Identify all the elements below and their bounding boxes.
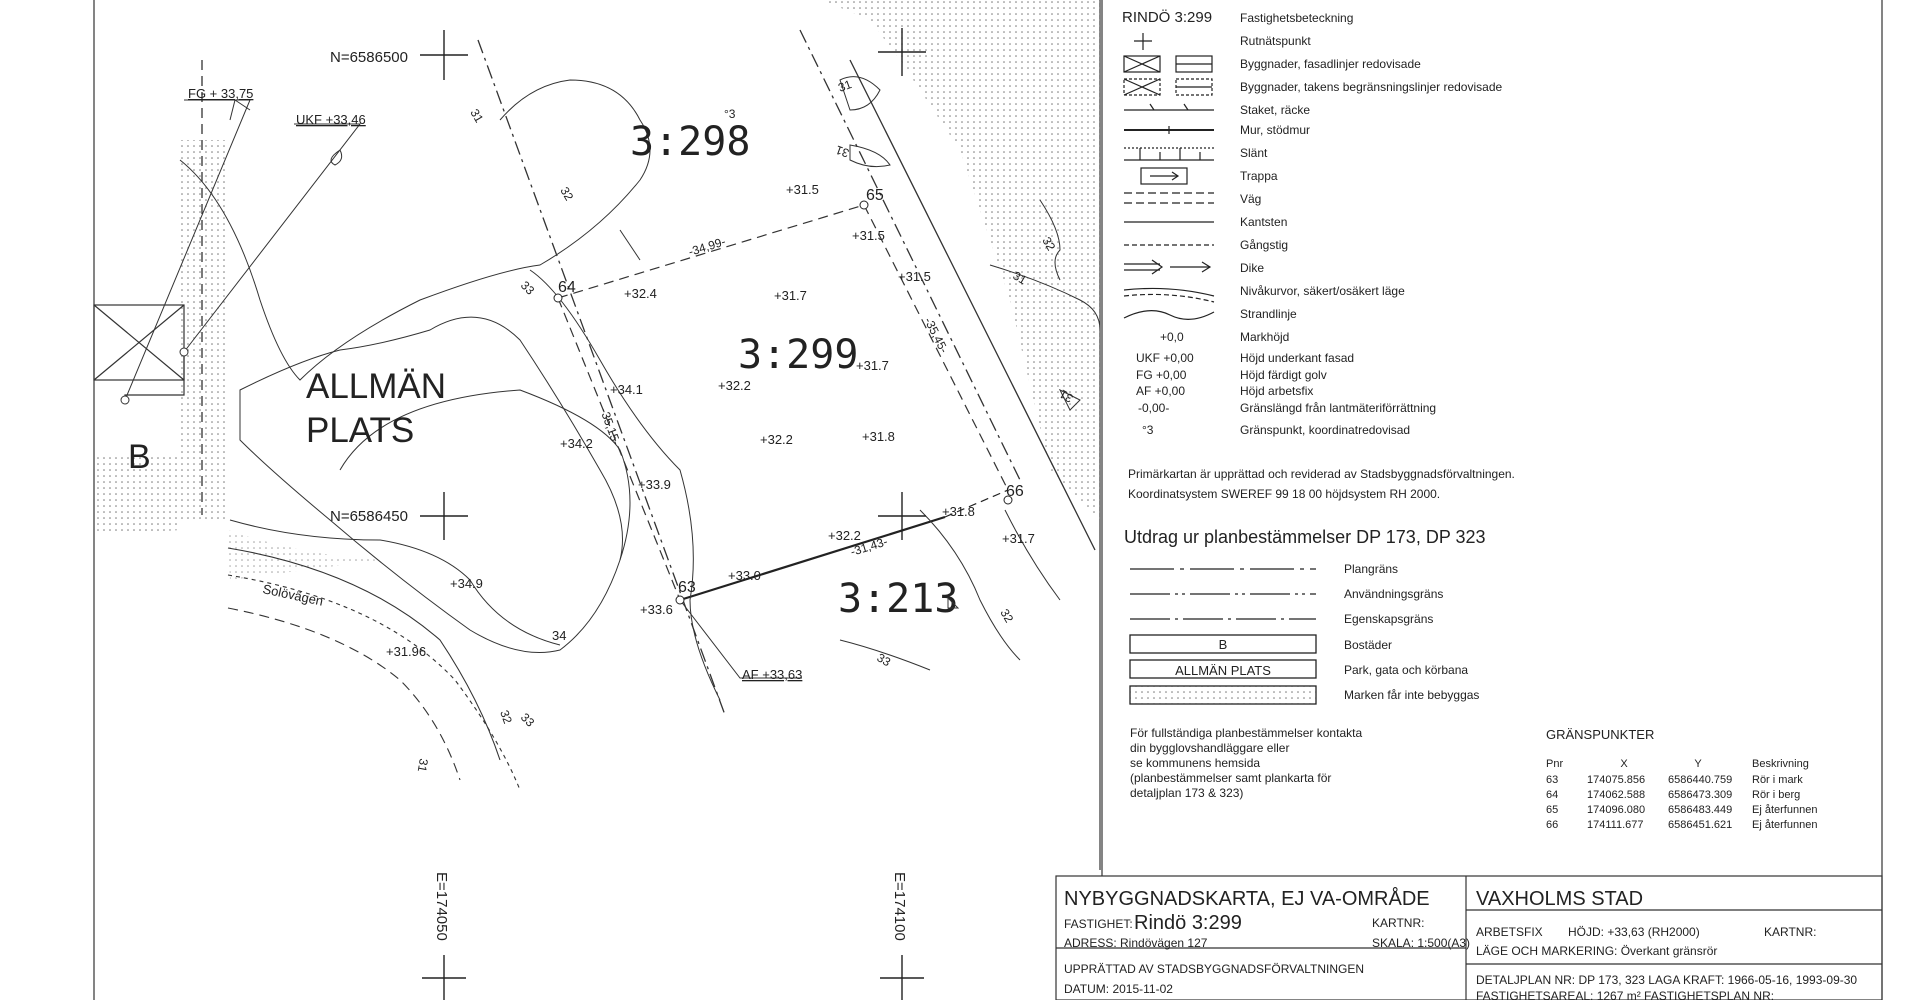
legend-symbol-contour <box>1124 294 1214 302</box>
spot-height: +32.2 <box>828 528 861 543</box>
legend-label: Gångstig <box>1240 238 1289 252</box>
plan-info-line: se kommunens hemsida <box>1130 756 1261 770</box>
table-row <box>1546 774 1803 786</box>
contour-label: 31 <box>414 757 431 774</box>
distance-label: -31,43- <box>848 534 890 559</box>
arbetsfix-height: HÖJD: +33,63 (RH2000) <box>1568 925 1700 939</box>
contour-label: 31 <box>467 106 487 126</box>
table-header: Beskrivning <box>1752 758 1809 770</box>
spot-height: +32.2 <box>760 432 793 447</box>
table-cell: 65 <box>1546 804 1559 816</box>
contour-label: 32 <box>997 606 1017 626</box>
distance-label: -35,15- <box>597 406 624 447</box>
area-label-plats: PLATS <box>306 411 415 450</box>
grid-label-n1: N=6586500 <box>330 49 408 66</box>
fg-point <box>121 396 129 404</box>
legend-label: Fastighetsbeteckning <box>1240 11 1354 25</box>
legend-symbols <box>1124 33 1214 319</box>
point-number-65: 65 <box>866 187 884 204</box>
kartnr-right: KARTNR: <box>1764 925 1817 939</box>
legend-symbol-fence <box>1150 104 1154 110</box>
spot-height: +31.5 <box>898 269 931 284</box>
grid-label-n2: N=6586450 <box>330 508 408 525</box>
contour-label: 33 <box>517 278 538 298</box>
zone-label-b: B <box>128 438 151 476</box>
legend-labels <box>1122 8 1515 501</box>
legend-label: Höjd arbetsfix <box>1240 384 1314 398</box>
table-cell: Rör i berg <box>1752 789 1801 801</box>
property-value: Rindö 3:299 <box>1134 912 1242 934</box>
table-cell: 63 <box>1546 774 1559 786</box>
contour-label: 32 <box>557 184 577 204</box>
legend-label: Strandlinje <box>1240 307 1297 321</box>
table-header: X <box>1620 758 1628 770</box>
plan-labels <box>1130 562 1479 800</box>
legend-label: Slänt <box>1240 146 1268 160</box>
legend-label: Byggnader, fasadlinjer redovisade <box>1240 57 1421 71</box>
table-cell: 174111.677 <box>1587 819 1644 831</box>
road-edge-3 <box>228 575 520 790</box>
contour-16 <box>331 150 342 165</box>
area-label-allman: ALLMÄN <box>306 367 447 406</box>
fg-label: FG + 33,75 <box>188 86 254 101</box>
table-row <box>1546 789 1800 801</box>
contour-label: 31 <box>1056 386 1076 406</box>
spot-height: +32.2 <box>718 378 751 393</box>
detaljplan: DETALJPLAN NR: DP 173, 323 LAGA KRAFT: 1966-05-16, 1993-09-30 <box>1476 973 1858 987</box>
building-west <box>94 305 184 400</box>
contour-1 <box>180 80 650 380</box>
legend-note-1: Primärkartan är upprättad och reviderad av Stadsbyggnadsförvaltningen. <box>1128 467 1515 481</box>
city: VAXHOLMS STAD <box>1476 888 1644 910</box>
legend-label: Mur, stödmur <box>1240 123 1311 137</box>
point-number-64: 64 <box>558 279 576 296</box>
spot-height: +33.0 <box>728 568 761 583</box>
spot-height: +31.7 <box>1002 531 1035 546</box>
legend-label: Höjd färdigt golv <box>1240 368 1327 382</box>
spot-height: +31.8 <box>942 504 975 519</box>
legend-label: Rutnätspunkt <box>1240 34 1311 48</box>
legend-symbol-shoreline <box>1124 311 1214 320</box>
title-block <box>1056 876 1882 1000</box>
plan-label: Park, gata och körbana <box>1344 663 1469 677</box>
map-type: NYBYGGNADSKARTA, EJ VA-OMRÅDE <box>1064 888 1430 910</box>
plan-label: Plangräns <box>1344 562 1399 576</box>
legend-label: Byggnader, takens begränsningslinjer redovisade <box>1240 80 1503 94</box>
table-cell: Ej återfunnen <box>1752 819 1818 831</box>
contour-label: 33 <box>517 710 538 730</box>
marking: LÄGE OCH MARKERING: Överkant gränsrör <box>1476 944 1718 958</box>
legend-label: Gränspunkt, koordinatredovisad <box>1240 423 1411 437</box>
legend-symbol-text: UKF +0,00 <box>1136 351 1194 365</box>
plan-label: Användningsgräns <box>1344 587 1444 601</box>
legend-panel <box>1122 8 1515 501</box>
property-label: FASTIGHET: <box>1064 917 1133 931</box>
boundary-point-63 <box>676 596 684 604</box>
contour-label: 31 <box>1010 268 1030 288</box>
contour-4 <box>230 520 560 645</box>
legend-symbol-text: AF +0,00 <box>1136 384 1186 398</box>
distance-label: -34,99- <box>686 234 728 259</box>
table-cell: 174096.080 <box>1587 804 1646 816</box>
point-number-66: 66 <box>1006 483 1024 500</box>
legend-label: Markhöjd <box>1240 330 1290 344</box>
plan-symbol-box-dots <box>1130 686 1316 704</box>
legend-symbol-ditch <box>1152 260 1162 274</box>
plan-label: Egenskapsgräns <box>1344 612 1434 626</box>
legend-label: Väg <box>1240 192 1262 206</box>
spot-height: +31.8 <box>862 429 895 444</box>
table-header: Pnr <box>1546 758 1564 770</box>
plan-provisions <box>1124 527 1486 800</box>
contour-13 <box>1005 510 1060 600</box>
plan-symbol-text: B <box>1218 637 1228 652</box>
plan-info-line: För fullständiga planbestämmelser kontakta <box>1130 726 1363 740</box>
spot-height: +33.6 <box>640 602 673 617</box>
legend-label: Trappa <box>1240 169 1278 183</box>
small-mark: °3 <box>724 107 736 121</box>
contour-15 <box>620 230 640 260</box>
legend-symbol-text: RINDÖ 3:299 <box>1122 9 1213 26</box>
point-number-63: 63 <box>678 579 696 596</box>
plan-info-line: din bygglovshandläggare eller <box>1130 741 1290 755</box>
distance-label: -35,45- <box>921 315 952 356</box>
table-cell: Ej återfunnen <box>1752 804 1818 816</box>
table-cell: 174075.856 <box>1587 774 1646 786</box>
street-label: Solövägen <box>261 581 325 609</box>
ukf-point <box>180 348 188 356</box>
contour-label: 31 <box>833 142 852 161</box>
spot-height: +34.2 <box>560 436 593 451</box>
plan-symbol-text: ALLMÄN PLATS <box>1175 663 1271 678</box>
table-cell: 6586483.449 <box>1668 804 1733 816</box>
ukf-label: UKF +33,46 <box>296 112 366 127</box>
parcel-label-3-213: 3:213 <box>838 576 959 622</box>
plan-label: Bostäder <box>1344 638 1393 652</box>
boundary-points-table <box>1546 727 1817 831</box>
spot-height: +31.7 <box>774 288 807 303</box>
grid-label-e2: E=174100 <box>891 872 908 941</box>
contour-label: 31 <box>836 77 854 95</box>
table-cell: 66 <box>1546 819 1559 831</box>
spot-height: +31.7 <box>856 358 889 373</box>
spot-height: 34 <box>552 628 567 643</box>
af-label: AF +33,63 <box>742 667 803 682</box>
road-edge-2 <box>228 608 460 780</box>
spot-height: +31.96 <box>386 644 427 659</box>
spot-height: +31.5 <box>786 182 819 197</box>
boundary-points-title: GRÄNSPUNKTER <box>1546 727 1655 742</box>
grid-label-e1: E=174050 <box>433 872 450 941</box>
plan-title: Utdrag ur planbestämmelser DP 173, DP 323 <box>1124 527 1486 547</box>
table-cell: 6586440.759 <box>1668 774 1733 786</box>
legend-symbol-contour <box>1124 288 1214 296</box>
no-build-strip <box>180 140 228 520</box>
contour-label: 33 <box>874 650 894 670</box>
fastighetsareal: FASTIGHETSAREAL: 1267 m² FASTIGHETSPLAN NR: <box>1476 989 1775 1000</box>
table-cell: 6586451.621 <box>1668 819 1733 831</box>
legend-symbol-text: -0,00- <box>1138 401 1170 415</box>
scale: SKALA: 1:500(A3) <box>1372 936 1471 950</box>
legend-symbol-text: °3 <box>1142 423 1154 437</box>
legend-label: Kantsten <box>1240 215 1288 229</box>
legend-label: Gränslängd från lantmäteriförrättning <box>1240 401 1437 415</box>
spot-height: +34.1 <box>610 382 643 397</box>
table-header: Y <box>1694 758 1702 770</box>
table-cell: 64 <box>1546 789 1559 801</box>
contour-10 <box>850 145 890 167</box>
legend-symbol-text: +0,0 <box>1160 330 1184 344</box>
map-area <box>94 0 1100 1000</box>
table-row <box>1546 819 1817 831</box>
prepared-by: UPPRÄTTAD AV STADSBYGGNADSFÖRVALTNINGEN <box>1064 962 1365 976</box>
arbetsfix-label: ARBETSFIX <box>1476 925 1543 939</box>
spot-height: +34.9 <box>450 576 483 591</box>
legend-note-2: Koordinatsystem SWEREF 99 18 00 höjdsystem RH 2000. <box>1128 487 1441 501</box>
plan-label: Marken får inte bebyggas <box>1344 688 1480 702</box>
contour-label: 32 <box>1039 234 1059 254</box>
parcel-label-3-298: 3:298 <box>630 119 751 165</box>
building-extension <box>125 350 184 400</box>
plan-info-line: detaljplan 173 & 323) <box>1130 786 1244 800</box>
kartnr-left: KARTNR: <box>1372 916 1425 930</box>
parcel-label-3-299: 3:299 <box>738 332 859 378</box>
contour-label: 32 <box>497 708 515 726</box>
title-block-text <box>1064 887 1857 1000</box>
legend-label: Nivåkurvor, säkert/osäkert läge <box>1240 284 1405 298</box>
no-build-area-south <box>228 530 380 580</box>
table-cell: 6586473.309 <box>1668 789 1733 801</box>
grid-crosses <box>420 28 926 1000</box>
spot-height: +32.4 <box>624 286 657 301</box>
date: DATUM: 2015-11-02 <box>1064 982 1173 996</box>
contour-11 <box>230 100 250 120</box>
legend-label: Staket, räcke <box>1240 103 1311 117</box>
spot-height: +33.9 <box>638 477 671 492</box>
legend-label: Dike <box>1240 261 1265 275</box>
table-cell: 174062.588 <box>1587 789 1646 801</box>
legend-symbol-text: FG +0,00 <box>1136 368 1187 382</box>
spot-height: +31.5 <box>852 228 885 243</box>
table-cell: Rör i mark <box>1752 774 1803 786</box>
plan-info-line: (planbestämmelser samt plankarta för <box>1130 771 1332 785</box>
address: ADRESS: Rindövägen 127 <box>1064 936 1208 950</box>
table-row <box>1546 804 1817 816</box>
legend-symbol-fence <box>1184 104 1188 110</box>
legend-label: Höjd underkant fasad <box>1240 351 1355 365</box>
